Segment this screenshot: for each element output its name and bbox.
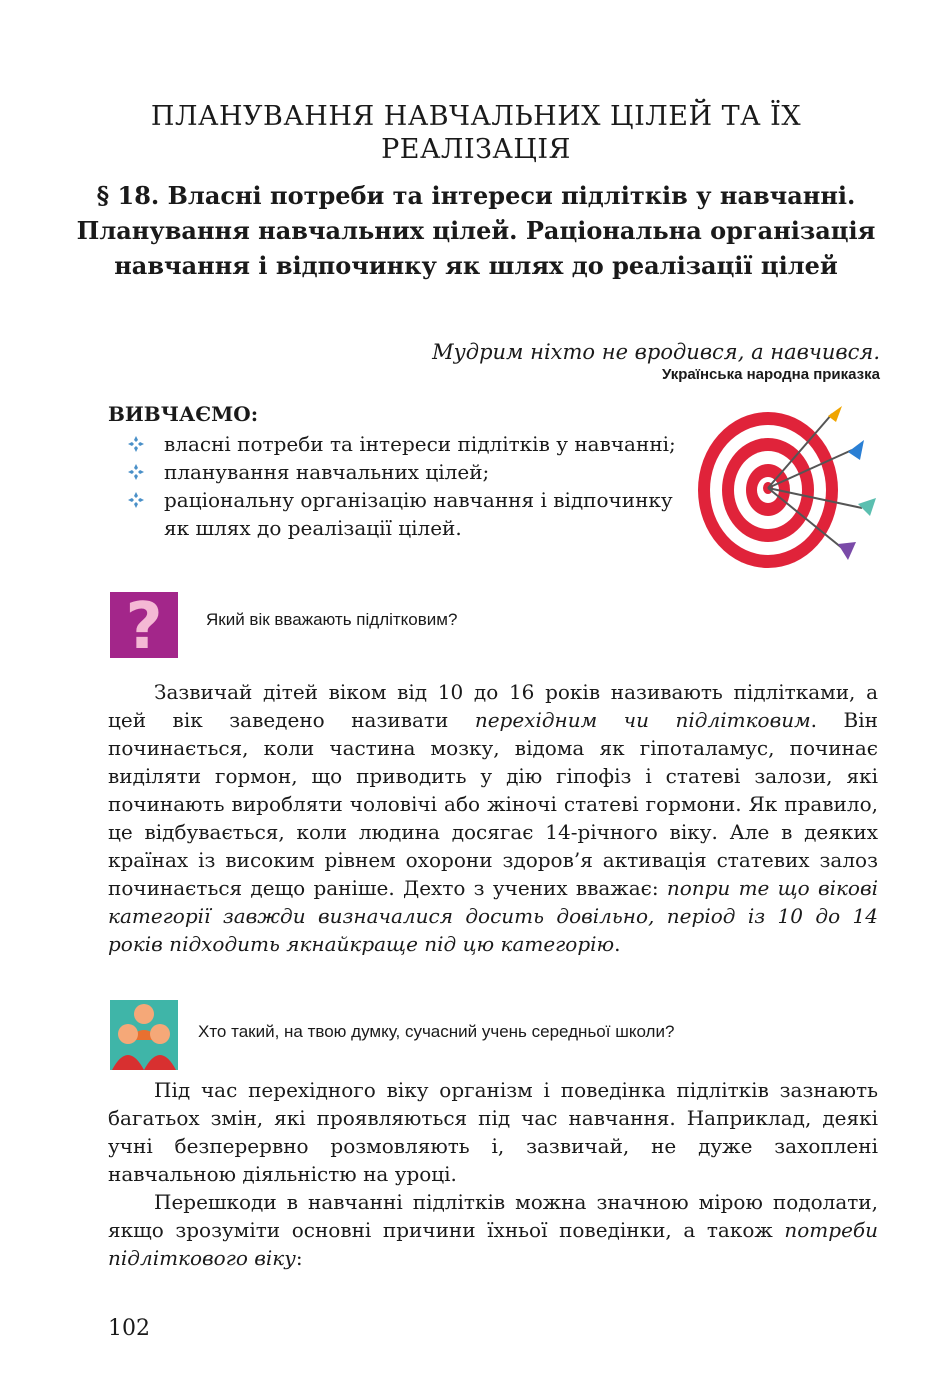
discussion-text: Хто такий, на твою думку, сучасний учень середньої школи?: [198, 1022, 675, 1041]
study-item: [122, 486, 682, 542]
diamond-bullet-icon: [128, 436, 144, 452]
study-heading: ВИВЧАЄМО:: [108, 402, 259, 426]
svg-text:?: ?: [125, 592, 163, 658]
question-mark-icon: [110, 592, 178, 658]
study-item-text: планування навчальних цілей;: [164, 460, 490, 484]
epigraph-quote: Мудрим ніхто не вродився, а навчився.: [432, 340, 880, 364]
target-with-arrows-icon: [692, 402, 878, 572]
page-number: 102: [108, 1316, 150, 1341]
study-item: [122, 430, 682, 458]
question-text: Який вік вважають підлітковим?: [206, 610, 458, 629]
diamond-bullet-icon: [128, 492, 144, 508]
group-people-icon: [110, 1000, 178, 1070]
body-paragraph-3: Перешкоди в навчанні підлітків можна значною мірою подолати, якщо зрозуміти основні причини їхньої поведінки, а також потреби підліткового віку:: [108, 1190, 878, 1270]
body-paragraph-1: Зазвичай дітей віком від 10 до 16 років називають підлітками, а цей вік заведено називати перехідним чи підлітковим. Він починається, коли частина мозку, відома як гіпоталамус, починає виділяти гормон, що приводить у дію гіпофіз і статеві залози, які починають виробляти чоловічі або жіночі статеві гормони. Як правило, це відбувається, коли людина досягає 14-річного віку. Але в деяких країнах із високим рівнем охорони здоров’я активація статевих залоз починається дещо раніше. Дехто з учених вважає: попри те що вікові категорії завжди визначалися досить довільно, період із 10 до 14 років підходить якнайкраще під цю категорію.: [108, 680, 878, 956]
paragraph-title: § 18. Власні потреби та інтереси підлітків у навчанні. Планування навчальних цілей. Раціональна організація навчання і відпочинку як шлях до реалізації цілей: [76, 181, 876, 280]
study-item-text: раціональну організацію навчання і відпочинку як шлях до реалізації цілей.: [164, 488, 673, 540]
epigraph-source: Українська народна приказка: [661, 366, 880, 383]
study-item-text: власні потреби та інтереси підлітків у навчанні;: [164, 432, 676, 456]
body-paragraph-2: Під час перехідного віку організм і поведінка підлітків зазнають багатьох змін, які проявляються під час навчання. Наприклад, деякі учні безперервно розмовляють і, зазвичай, не дуже захоплені навчальною діяльністю на уроці.: [108, 1078, 878, 1186]
study-list: [122, 430, 682, 542]
section-title: ПЛАНУВАННЯ НАВЧАЛЬНИХ ЦІЛЕЙ ТА ЇХ РЕАЛІЗАЦІЯ: [150, 101, 802, 165]
study-item: [122, 458, 682, 486]
diamond-bullet-icon: [128, 464, 144, 480]
